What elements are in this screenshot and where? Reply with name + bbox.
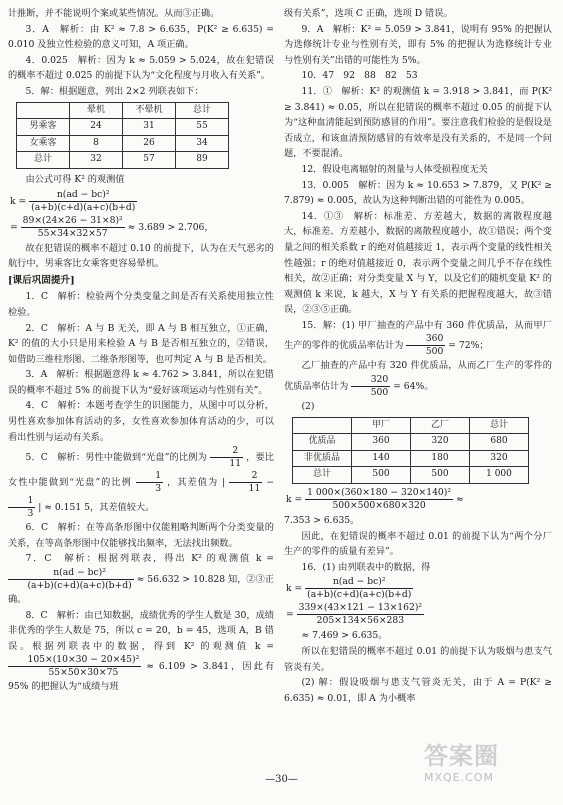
table-cell: 31 <box>123 119 176 136</box>
denominator: 500 <box>425 346 444 358</box>
table-row <box>293 434 529 451</box>
text-span: 15．解：(1) 甲厂抽查的产品中有 360 件优质品，从而甲厂生产的零件的优质品率估计为 <box>284 319 552 352</box>
fraction <box>21 215 125 240</box>
right-column <box>284 6 552 706</box>
contingency-table-factory <box>292 417 529 484</box>
answer-1: 1．C 解析：检验两个分类变量之间是否有关系使用独立性检验。 <box>8 291 274 318</box>
denominator: 11 <box>229 458 242 470</box>
table-cell: 26 <box>123 135 176 152</box>
numerator: 1 000×(360×180 − 320×140)² <box>307 487 452 499</box>
text-span: − <box>266 477 275 489</box>
text-line: 由公式可得 K² 的观测值 <box>25 173 125 185</box>
table-cell: 180 <box>411 450 470 467</box>
answer-12: 12．假设电离辐射的剂量与人体受损程度无关 <box>301 163 488 175</box>
formula-text: k = <box>286 494 303 506</box>
formula-text: ≈ <box>455 494 464 506</box>
page-number: —30— <box>265 774 298 785</box>
fraction <box>305 576 413 601</box>
denominator: (a+b)(c+d)(a+c)(b+d) <box>27 580 132 592</box>
watermark-url: MXQE.COM <box>424 771 494 784</box>
table-row <box>17 102 229 119</box>
table-cell <box>17 102 70 119</box>
text-span: ，其差值为 <box>167 477 219 489</box>
fraction <box>297 602 424 627</box>
text-line: (2) 解：假设吸烟与患支气管炎无关，由于 A = P(K² ≥ 6.635) ≈ 0.01，即 A 为小概率 <box>284 677 552 704</box>
text-span: = 64%。 <box>393 381 434 393</box>
answer-5: 5．解：根据题意，列出 2×2 列联表如下： <box>25 85 204 97</box>
answer-3b: 3．A 解析：根据题意得 k ≈ 4.762 > 3.841，所以在犯错误的概率不超过 5% 的前提下认为“爱好该项运动与性别有关”。 <box>8 369 274 396</box>
answer-2: 2．C 解析：A 与 B 无关，即 A 与 B 相互独立，①正确，K² 的值的大小只是用来检验 A 与 B 是否相互独立的，②错误，如借助三维柱形图、二维条形图等，也可判定 A 与 B 是否相关。 <box>8 322 274 365</box>
numerator: 105×(10×30 − 20×45)² <box>8 654 141 667</box>
text-span: = 72%； <box>448 340 489 352</box>
table-cell: 优质品 <box>293 434 352 451</box>
answer-6: 6．C 解析：在等高条形图中仅能粗略判断两个分类变量的关系，在等高条形图中仅能够找出频率，无法找出频数。 <box>8 522 274 549</box>
fraction <box>136 470 163 495</box>
fraction <box>229 470 262 495</box>
table-cell: 34 <box>176 135 229 152</box>
text-line: 7.353 > 6.635。 <box>284 515 360 527</box>
numerator: 1 <box>136 470 163 483</box>
contingency-table-airsick <box>16 102 229 169</box>
table-cell: 680 <box>470 434 529 451</box>
text-line: (2) <box>301 401 315 413</box>
table-cell: 89 <box>176 152 229 169</box>
formula-text: ≈ 3.689 > 2.706， <box>127 221 214 233</box>
formula-k-smoking <box>286 602 552 627</box>
table-cell: 女乘客 <box>17 135 70 152</box>
table-cell: 57 <box>123 152 176 169</box>
table-row <box>293 417 529 434</box>
numerator: 320 <box>351 374 390 387</box>
text-span: 7．C 解析：根据列联表，得出 K² 的观测值 k = <box>25 553 274 565</box>
text-span: | <box>222 477 226 489</box>
text-span: ≈ 6.109 > 3.841，因此有 95% 的把握认为“成绩与班 <box>8 661 275 693</box>
table-row <box>17 135 229 152</box>
answer-3: 3．A 解析：由 K² ≈ 7.8 > 6.635，P(K² ≥ 6.635) = 0.010 及独立性检验的意义可知，A 项正确。 <box>8 23 274 51</box>
fraction <box>305 487 453 512</box>
denominator: 55×34×32×57 <box>37 227 108 239</box>
formula-text: k = <box>286 583 303 595</box>
text-line <box>284 358 552 399</box>
table-cell: 500 <box>411 467 470 484</box>
formula-text: k = <box>10 195 27 207</box>
numerator: 89×(24×26 − 31×8)² <box>22 214 123 226</box>
denominator: (a+b)(c+d)(a+c)(b+d) <box>31 201 136 213</box>
table-row <box>17 119 229 136</box>
numerator: n(ad − bc)² <box>8 567 134 580</box>
fraction <box>351 374 390 399</box>
denominator: 3 <box>27 508 34 520</box>
fraction <box>406 333 445 358</box>
numerator: 2 <box>229 470 262 483</box>
table-cell: 总计 <box>17 152 70 169</box>
denominator: (a+b)(c+d)(a+c)(b+d) <box>307 589 412 601</box>
watermark-text: 答案圈 <box>424 742 499 770</box>
table-cell: 500 <box>352 467 411 484</box>
fraction <box>8 567 134 592</box>
answer-4b: 4．C 解析：本题考查学生的识图能力，从图中可以分析，男性喜欢参加体育活动的多，女性喜欢参加体育活动的少，可以看出性别与运动有关系。 <box>8 400 274 443</box>
text-line: 计推断，并不能说明个案或某些情况。从而③正确。 <box>8 8 220 19</box>
formula-k-factory <box>286 487 552 512</box>
answer-11: 11．① 解析：K² 的观测值 k = 3.918 > 3.841，而 P(K² ≥ 3.841) ≈ 0.05，所以在犯错误的概率不超过 0.05 的前提下认为“这种血清能起到预防感冒的作用”。要注意我们检验的是假设是否成立，和该血清预防感冒的有效率是没有关系的，不是同一个问题，不要混淆。 <box>284 85 552 160</box>
answer-10: 10．47 92 88 82 53 <box>301 70 418 82</box>
formula-text: = <box>10 221 18 233</box>
table-cell: 男乘客 <box>17 119 70 136</box>
numerator: 2 <box>210 445 243 458</box>
table-cell: 乙厂 <box>411 417 470 434</box>
text-span: 乙厂抽查的产品中有 320 件优质品，从而乙厂生产的零件的优质品率估计为 <box>284 360 552 393</box>
text-line: 级有关系”，选项 C 正确，选项 D 错误。 <box>284 8 453 19</box>
table-row <box>293 450 529 467</box>
text-line: 因此，在犯错误的概率不超过 0.01 的前提下认为“两个分厂生产的零件的质量有差异”。 <box>284 530 552 558</box>
denominator: 11 <box>248 483 261 495</box>
numerator: n(ad − bc)² <box>305 576 413 589</box>
table-cell: 8 <box>70 135 123 152</box>
answer-13: 13．0.005 解析：因为 k ≈ 10.653 > 7.879，又 P(K² ≥ 7.879) ≈ 0.005，故认为这种判断出错的可能性为 0.005。 <box>284 179 552 207</box>
table-cell: 甲厂 <box>352 417 411 434</box>
fraction <box>8 654 141 679</box>
formula-text: = <box>286 609 294 621</box>
table-cell: 不晕机 <box>123 102 176 119</box>
table-row <box>293 467 529 484</box>
numerator: 360 <box>406 333 445 346</box>
fraction <box>210 445 243 470</box>
denominator: 55×50×30×75 <box>48 667 119 679</box>
formula-k-general <box>286 576 552 601</box>
numerator: 1 <box>8 495 35 508</box>
watermark-logo <box>424 736 559 802</box>
answer-15 <box>284 318 552 359</box>
text-span: ≈ 56.632 > 10.828 知，②③正确。 <box>8 574 275 606</box>
text-span: 8．C 解析：由已知数据，成绩优秀的学生人数是 30，成绩非优秀的学生人数是 75，所以 c = 20，b = 45，选项 A，B 错误。根据列联表中的数据，得到 K² 的观测值 k = <box>8 609 274 652</box>
denominator: 3 <box>155 483 162 495</box>
formula-k-value <box>10 215 274 240</box>
text-span: ，要比女性中能做到“光盘”的比例 <box>8 452 274 489</box>
table-cell: 1 000 <box>470 467 529 484</box>
table-cell: 320 <box>411 434 470 451</box>
answer-7 <box>8 551 274 607</box>
table-cell: 24 <box>70 119 123 136</box>
text-line: 所以在犯错误的概率不超过 0.01 的前提下认为吸烟与患支气管炎有关。 <box>284 646 552 673</box>
table-cell <box>293 417 352 434</box>
numerator: 339×(43×121 − 13×162)² <box>298 602 423 614</box>
table-cell: 320 <box>470 450 529 467</box>
table-cell: 32 <box>70 152 123 169</box>
denominator: 500 <box>370 387 389 399</box>
denominator: 205×134×56×283 <box>316 615 405 627</box>
table-cell: 140 <box>352 450 411 467</box>
numerator: n(ad − bc)² <box>29 189 137 202</box>
table-cell: 非优质品 <box>293 450 352 467</box>
table-cell: 晕机 <box>70 102 123 119</box>
table-cell: 总计 <box>176 102 229 119</box>
text-span: | <box>38 502 42 514</box>
fraction <box>29 189 137 214</box>
answer-8 <box>8 608 274 695</box>
answer-14: 14．①③ 解析：标准差、方差越大，数据的离散程度越大，标准差、方差越小，数据的离散程度越小，故①错误；两个变量之间的相关系数 r 的绝对值越接近 1，表示两个变量的线性相关性越强；r 的绝对值越接近 0，表示两个变量之间几乎不存在线性相关，故②正确；对分类变量 X 与 Y，以及它们的随机变量 K² 的观测值 k 来说，k 越大，X 与 Y 有关系的把握程度越大，故③错误，②③⑤正确。 <box>284 210 552 316</box>
left-column <box>8 6 274 695</box>
section-heading: [课后巩固提升] <box>8 274 75 286</box>
formula-k <box>10 189 274 214</box>
table-cell: 总计 <box>470 417 529 434</box>
answer-16: 16．(1) 由列联表中的数据，得 <box>301 561 431 573</box>
fraction <box>8 495 35 520</box>
table-cell: 总计 <box>293 467 352 484</box>
table-cell: 360 <box>352 434 411 451</box>
table-row <box>17 152 229 169</box>
text-span: ≈ 0.151 5，其差值较大。 <box>44 502 155 514</box>
answer-5b <box>8 445 274 520</box>
text-span: 5．C 解析：男性中能做到“光盘”的比例为 <box>25 452 207 464</box>
denominator: 500×500×680×320 <box>332 500 426 512</box>
text-line: ≈ 7.469 > 6.635。 <box>301 630 388 642</box>
table-cell: 55 <box>176 119 229 136</box>
answer-9: 9．A 解析：K² = 5.059 > 3.841，说明有 95% 的把握认为选修统计专业与性别有关，即有 5% 的把握认为选修统计专业与性别有关”出错的可能性为 5%。 <box>284 23 552 66</box>
answer-4: 4．0.025 解析：因为 k ≈ 5.059 > 5.024，故在犯错误的概率不超过 0.025 的前提下认为“文化程度与月收入有关系”。 <box>8 54 274 82</box>
text-line: 故在犯错误的概率不超过 0.10 的前提下，认为在天气恶劣的航行中，男乘客比女乘客更容易晕机。 <box>8 242 274 270</box>
